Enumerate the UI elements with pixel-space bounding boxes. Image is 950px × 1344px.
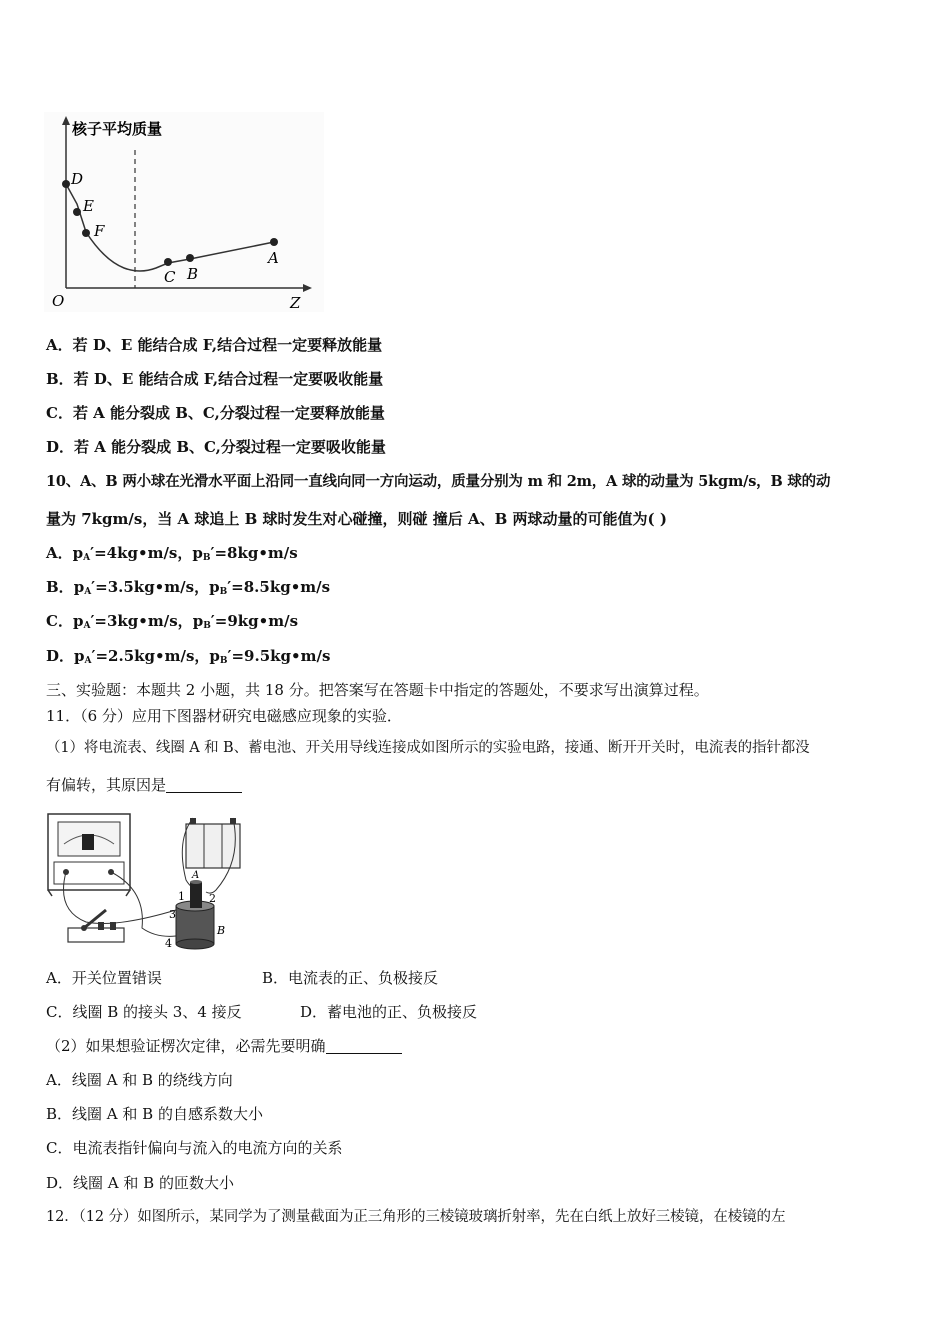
point-f: [82, 229, 90, 237]
label-4: 4: [165, 937, 172, 950]
point-b: [186, 254, 194, 262]
q11-part2-option-b: B．线圈 A 和 B 的自感系数大小: [46, 1105, 263, 1123]
q11-option-a: A．开关位置错误: [46, 969, 162, 987]
q11-part1-line2: 有偏转，其原因是: [46, 775, 242, 795]
q11-option-d: D．蓄电池的正、负极接反: [300, 1003, 478, 1021]
q10-stem-line1: 10、A、B 两小球在光滑水平面上沿同一直线向同一方向运动，质量分别为 m 和 2m，A 球的动量为 5kgm/s，B 球的动: [46, 473, 831, 490]
y-axis-label: 核子平均质量: [72, 120, 163, 138]
label-a: A: [268, 249, 279, 267]
section-3-heading: 三、实验题：本题共 2 小题，共 18 分。把答案写在答题卡中指定的答题处，不要求写出演算过程。: [46, 681, 709, 699]
label-1: 1: [178, 890, 185, 903]
label-d: D: [71, 170, 84, 188]
q10-stem-line2: 量为 7kgm/s，当 A 球追上 B 球时发生对心碰撞，则碰 撞后 A、B 两球动量的可能值为( ): [46, 510, 667, 528]
label-f: F: [94, 222, 105, 240]
label-e: E: [83, 197, 94, 215]
q10-option-c: C．$p_A'=3kg•m/s$，$p_B'=9kg•m/s$: [46, 612, 299, 631]
q11-option-b: B．电流表的正、负极接反: [262, 969, 439, 987]
answer-blank-1[interactable]: [166, 777, 242, 793]
q9-option-b: B．若 D、E 能结合成 F,结合过程一定要吸收能量: [46, 370, 384, 388]
label-b: B: [187, 265, 199, 283]
q11-option-c: C．线圈 B 的接头 3、4 接反: [46, 1003, 242, 1021]
q11-title: 11．（6 分）应用下图器材研究电磁感应现象的实验．: [46, 707, 402, 725]
q11-part2-option-d: D．线圈 A 和 B 的匝数大小: [46, 1174, 234, 1192]
origin-label: O: [52, 292, 65, 310]
induction-apparatus-figure: [46, 810, 246, 956]
q10-option-a: A．$p_A'=4kg•m/s$，$p_B'=8kg•m/s$: [46, 544, 298, 563]
graph-svg: [44, 112, 324, 312]
point-a: [270, 238, 278, 246]
q12-stem-line1: 12．（12 分）如图所示，某同学为了测量截面为正三角形的三棱镜玻璃折射率，先在白纸上放好三棱镜，在棱镜的左: [46, 1209, 786, 1225]
answer-blank-2[interactable]: [326, 1038, 402, 1054]
label-c: C: [164, 268, 176, 286]
galvanometer-needle-block: [82, 834, 94, 850]
q11-part1-line1: （1）将电流表、线圈 A 和 B、蓄电池、开关用导线连接成如图所示的实验电路，接通、断开开关时，电流表的指针都没: [46, 740, 810, 756]
label-a: A: [192, 870, 200, 881]
point-e: [73, 208, 81, 216]
label-b: B: [217, 924, 226, 937]
label-3: 3: [169, 908, 176, 921]
q11-part2: （2）如果想验证楞次定律，必需先要明确: [46, 1036, 402, 1056]
q11-part2-option-c: C．电流表指针偏向与流入的电流方向的关系: [46, 1139, 343, 1157]
coil-a: [190, 882, 202, 908]
point-d: [62, 180, 70, 188]
q9-option-a: A．若 D、E 能结合成 F,结合过程一定要释放能量: [46, 336, 383, 354]
nucleon-mass-graph: [44, 112, 324, 312]
q9-option-d: D．若 A 能分裂成 B、C,分裂过程一定要吸收能量: [46, 438, 386, 456]
switch-base: [68, 928, 124, 942]
q9-option-c: C．若 A 能分裂成 B、C,分裂过程一定要释放能量: [46, 404, 385, 422]
coil-b: [176, 906, 214, 944]
x-axis-label: Z: [290, 294, 301, 312]
q10-option-b: B．$p_A'=3.5kg•m/s$，$p_B'=8.5kg•m/s$: [46, 578, 331, 597]
label-2: 2: [209, 892, 216, 905]
q10-option-d: D．$p_A'=2.5kg•m/s$，$p_B'=9.5kg•m/s$: [46, 647, 331, 666]
point-c: [164, 258, 172, 266]
q11-part2-option-a: A．线圈 A 和 B 的绕线方向: [46, 1071, 233, 1089]
apparatus-svg: [46, 810, 246, 956]
